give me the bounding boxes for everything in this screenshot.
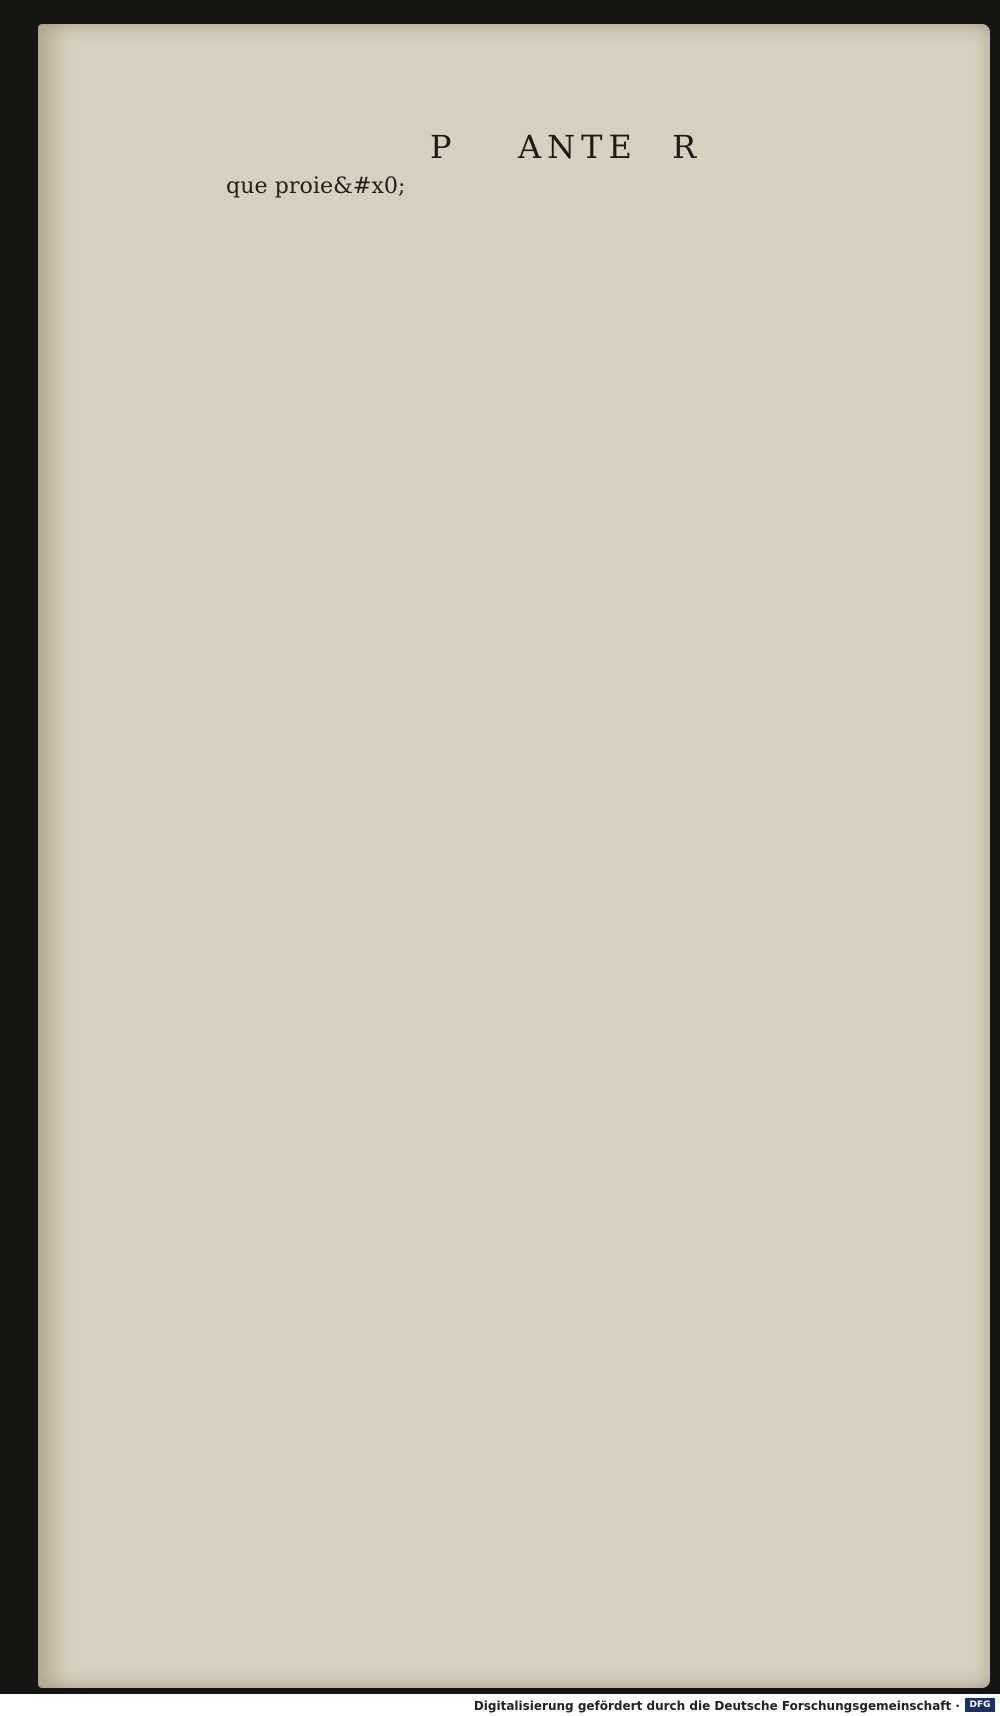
header-middle: ANTE [518, 128, 638, 166]
line-text: que proie&#x0; [226, 173, 406, 199]
footer-credit: Digitalisierung gefördert durch die Deutsche Forschungsgemeinschaft · [473, 1699, 960, 1713]
header-right-letter: R [672, 128, 703, 166]
header-left-letter: P [430, 128, 458, 166]
book-page [38, 24, 990, 1688]
footer-bar [0, 1696, 1000, 1716]
text-line [226, 172, 600, 201]
left-column [226, 172, 600, 201]
dfg-logo: DFG [965, 1698, 995, 1712]
page-header [430, 128, 770, 168]
